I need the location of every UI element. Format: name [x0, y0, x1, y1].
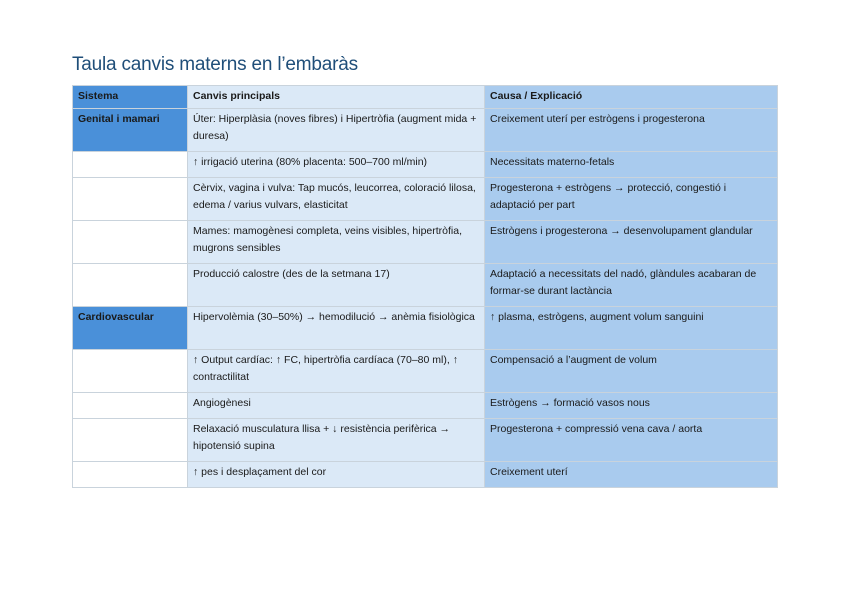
- cell-causa: Estrògens → formació vasos nous: [485, 393, 778, 419]
- cell-canvis: Relaxació musculatura llisa + ↓ resistència perifèrica → hipotensió supina: [188, 419, 485, 462]
- cell-causa: Creixement uterí per estrògens i progesterona: [485, 109, 778, 152]
- maternal-changes-table: [72, 85, 778, 488]
- cell-sistema: [73, 178, 188, 221]
- cell-canvis: Angiogènesi: [188, 393, 485, 419]
- cell-causa: Creixement uterí: [485, 462, 778, 488]
- table-row: [73, 264, 778, 307]
- header-sistema: Sistema: [73, 86, 188, 109]
- cell-causa: Adaptació a necessitats del nadó, glàndules acabaran de formar-se durant lactància: [485, 264, 778, 307]
- table-row: [73, 393, 778, 419]
- cell-causa: Necessitats materno-fetals: [485, 152, 778, 178]
- cell-canvis: Hipervolèmia (30–50%) → hemodilució → anèmia fisiològica: [188, 307, 485, 350]
- cell-sistema: [73, 393, 188, 419]
- table-row: [73, 178, 778, 221]
- header-causa: Causa / Explicació: [485, 86, 778, 109]
- table-row: [73, 152, 778, 178]
- cell-canvis: ↑ irrigació uterina (80% placenta: 500–700 ml/min): [188, 152, 485, 178]
- table-row: [73, 221, 778, 264]
- table-row: [73, 419, 778, 462]
- cell-canvis: Úter: Hiperplàsia (noves fibres) i Hipertròfia (augment mida + duresa): [188, 109, 485, 152]
- table-row: [73, 462, 778, 488]
- cell-canvis: Cèrvix, vagina i vulva: Tap mucós, leucorrea, coloració lilosa, edema / varius vulvars, elasticitat: [188, 178, 485, 221]
- cell-canvis: Producció calostre (des de la setmana 17): [188, 264, 485, 307]
- cell-sistema: [73, 419, 188, 462]
- table-row: [73, 307, 778, 350]
- cell-sistema: [73, 152, 188, 178]
- table-header-row: [73, 86, 778, 109]
- cell-causa: ↑ plasma, estrògens, augment volum sanguini: [485, 307, 778, 350]
- cell-causa: Estrògens i progesterona → desenvolupament glandular: [485, 221, 778, 264]
- cell-canvis: ↑ pes i desplaçament del cor: [188, 462, 485, 488]
- cell-canvis: Mames: mamogènesi completa, veins visibles, hipertròfia, mugrons sensibles: [188, 221, 485, 264]
- cell-canvis: ↑ Output cardíac: ↑ FC, hipertròfia cardíaca (70–80 ml), ↑ contractilitat: [188, 350, 485, 393]
- cell-sistema: [73, 350, 188, 393]
- cell-sistema: Cardiovascular: [73, 307, 188, 350]
- cell-sistema: [73, 462, 188, 488]
- page-title: Taula canvis materns en l’embaràs: [72, 54, 358, 75]
- cell-causa: Progesterona + compressió vena cava / aorta: [485, 419, 778, 462]
- table-row: [73, 109, 778, 152]
- cell-sistema: [73, 264, 188, 307]
- table-row: [73, 350, 778, 393]
- cell-causa: Progesterona + estrògens → protecció, congestió i adaptació per part: [485, 178, 778, 221]
- cell-sistema: Genital i mamari: [73, 109, 188, 152]
- header-canvis: Canvis principals: [188, 86, 485, 109]
- cell-causa: Compensació a l’augment de volum: [485, 350, 778, 393]
- cell-sistema: [73, 221, 188, 264]
